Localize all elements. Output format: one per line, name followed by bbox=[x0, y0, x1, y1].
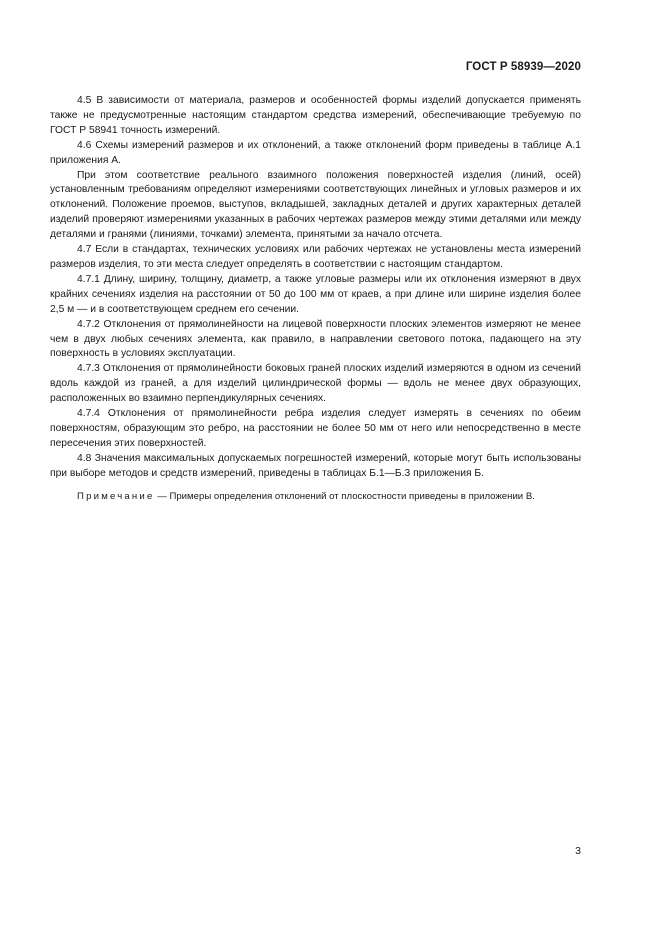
paragraph-4-6: 4.6 Схемы измерений размеров и их отклонений, а также отклонений форм приведены в таблице А.1 приложения А. bbox=[50, 139, 581, 166]
document-body bbox=[50, 94, 581, 504]
paragraph-4-7-2: 4.7.2 Отклонения от прямолинейности на лицевой поверхности плоских элементов измеряют не менее чем в двух любых сечениях элемента, как правило, в направлении светового потока, падающего на эту поверхность в условиях эксплуатации. bbox=[50, 318, 581, 360]
paragraph-4-7: 4.7 Если в стандартах, технических условиях или рабочих чертежах не установлены места измерений размеров изделия, то эти места следует определять в соответствии с настоящим стандартом. bbox=[50, 244, 581, 270]
paragraph-4-8: 4.8 Значения максимальных допускаемых погрешностей измерений, которые могут быть использованы при выборе методов и средств измерений, приведены в таблицах Б.1—Б.3 приложения Б. bbox=[50, 452, 581, 479]
standard-number-header: ГОСТ Р 58939—2020 bbox=[465, 61, 581, 73]
paragraph-4-5: 4.5 В зависимости от материала, размеров и особенностей формы изделий допускается применять также не предусмотренные настоящим стандартом средства измерений, обеспечивающие требуемую по ГОСТ Р 58941 точность измерений. bbox=[50, 95, 581, 136]
paragraph-4-7-4: 4.7.4 Отклонения от прямолинейности ребра изделия следует измерять в сечениях по обеим поверхностям, образующим это ребро, на расстоянии не более 50 мм от него или непосредственно в месте пересечения этих поверхностей. bbox=[50, 408, 581, 449]
note-label: Примечание bbox=[77, 490, 155, 502]
note-paragraph bbox=[50, 490, 581, 505]
paragraph-4-7-3: 4.7.3 Отклонения от прямолинейности боковых граней плоских изделий измеряются в одном из сечений вдоль каждой из граней, а для изделий цилиндрической формы — вдоль не менее двух образующих, расположенных во взаимно перпендикулярных сечениях. bbox=[50, 363, 581, 405]
note-text: — Примеры определения отклонений от плоскостности приведены в приложении В. bbox=[154, 490, 535, 502]
paragraph-4-7-1: 4.7.1 Длину, ширину, толщину, диаметр, а также угловые размеры или их отклонения измеряют в двух крайних сечениях изделия на расстоянии от 50 до 100 мм от краев, а при длине или ширине изделия более 2,5 м — и в соответствующем среднем его сечении. bbox=[50, 273, 581, 315]
page-number: 3 bbox=[575, 845, 581, 857]
paragraph-4-6-continued: При этом соответствие реального взаимного положения поверхностей изделия (линий, осей) установленным требованиям определяют измерениями соответствующих линейных и угловых размеров и их отклонений. Положение проемов, выступов, вкладышей, закладных деталей и других характерных деталей изделий проверяют измерениями указанных в рабочих чертежах размеров между этими деталями или между деталями и гранями (линиями, точками) элемента, принятыми за начало отсчета. bbox=[50, 169, 581, 241]
